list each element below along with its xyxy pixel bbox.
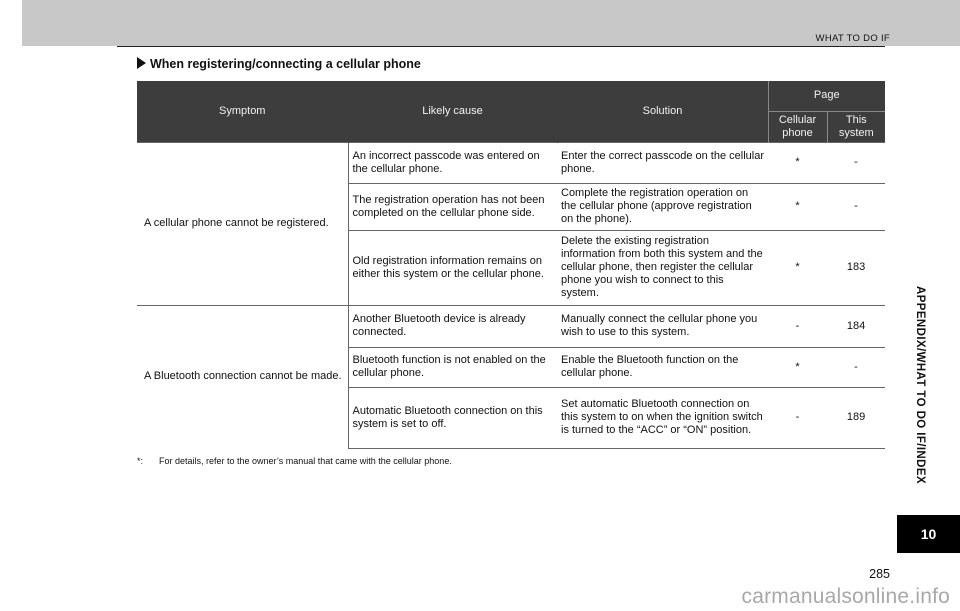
header-this-system: This system bbox=[827, 111, 885, 142]
symptom-cell: A Bluetooth connection cannot be made. bbox=[137, 305, 348, 448]
page-system-cell: - bbox=[827, 347, 885, 387]
table-row bbox=[137, 142, 885, 183]
side-tab-label: APPENDIX/WHAT TO DO IF/INDEX bbox=[914, 285, 926, 484]
page-cellular-cell: - bbox=[768, 387, 827, 448]
header-solution: Solution bbox=[557, 81, 768, 142]
cause-cell: Old registration information remains on either this system or the cellular phone. bbox=[348, 230, 557, 305]
cause-cell: An incorrect passcode was entered on the cellular phone. bbox=[348, 142, 557, 183]
section-title bbox=[137, 57, 421, 71]
triangle-bullet-icon bbox=[137, 57, 146, 69]
page-system-cell: 189 bbox=[827, 387, 885, 448]
footnote-text: For details, refer to the owner’s manual that came with the cellular phone. bbox=[159, 456, 452, 466]
cause-cell: Another Bluetooth device is already connected. bbox=[348, 305, 557, 347]
troubleshooting-table bbox=[137, 81, 885, 449]
section-title-text: When registering/connecting a cellular phone bbox=[150, 57, 421, 71]
page-cellular-cell: * bbox=[768, 347, 827, 387]
solution-cell: Enable the Bluetooth function on the cellular phone. bbox=[557, 347, 768, 387]
page-system-cell: - bbox=[827, 183, 885, 230]
page-cellular-cell: - bbox=[768, 305, 827, 347]
page-cellular-cell: * bbox=[768, 142, 827, 183]
page-system-cell: 183 bbox=[827, 230, 885, 305]
header-symptom: Symptom bbox=[137, 81, 348, 142]
running-header: WHAT TO DO IF bbox=[815, 33, 890, 44]
page-system-cell: - bbox=[827, 142, 885, 183]
page-system-cell: 184 bbox=[827, 305, 885, 347]
header-cellular-phone: Cellular phone bbox=[768, 111, 827, 142]
footnote-mark: *: bbox=[137, 456, 144, 466]
cause-cell: Bluetooth function is not enabled on the cellular phone. bbox=[348, 347, 557, 387]
cause-cell: Automatic Bluetooth connection on this system is set to off. bbox=[348, 387, 557, 448]
table-row bbox=[137, 305, 885, 347]
page-number: 285 bbox=[869, 567, 890, 581]
header-page: Page bbox=[768, 81, 885, 111]
solution-cell: Set automatic Bluetooth connection on this system to on when the ignition switch is turned to the “ACC” or “ON” position. bbox=[557, 387, 768, 448]
solution-cell: Delete the existing registration information from both this system and the cellular phone, then register the cellular phone you wish to connect to this system. bbox=[557, 230, 768, 305]
solution-cell: Complete the registration operation on the cellular phone (approve registration on the phone). bbox=[557, 183, 768, 230]
chapter-number-box: 10 bbox=[897, 515, 960, 553]
page-cellular-cell: * bbox=[768, 230, 827, 305]
footnote bbox=[137, 456, 452, 466]
side-tab bbox=[897, 257, 943, 512]
watermark: carmanualsonline.info bbox=[741, 585, 950, 608]
cause-cell: The registration operation has not been completed on the cellular phone side. bbox=[348, 183, 557, 230]
solution-cell: Manually connect the cellular phone you wish to use to this system. bbox=[557, 305, 768, 347]
solution-cell: Enter the correct passcode on the cellular phone. bbox=[557, 142, 768, 183]
header-rule bbox=[117, 46, 885, 47]
header-likely-cause: Likely cause bbox=[348, 81, 557, 142]
page-cellular-cell: * bbox=[768, 183, 827, 230]
symptom-cell: A cellular phone cannot be registered. bbox=[137, 142, 348, 305]
